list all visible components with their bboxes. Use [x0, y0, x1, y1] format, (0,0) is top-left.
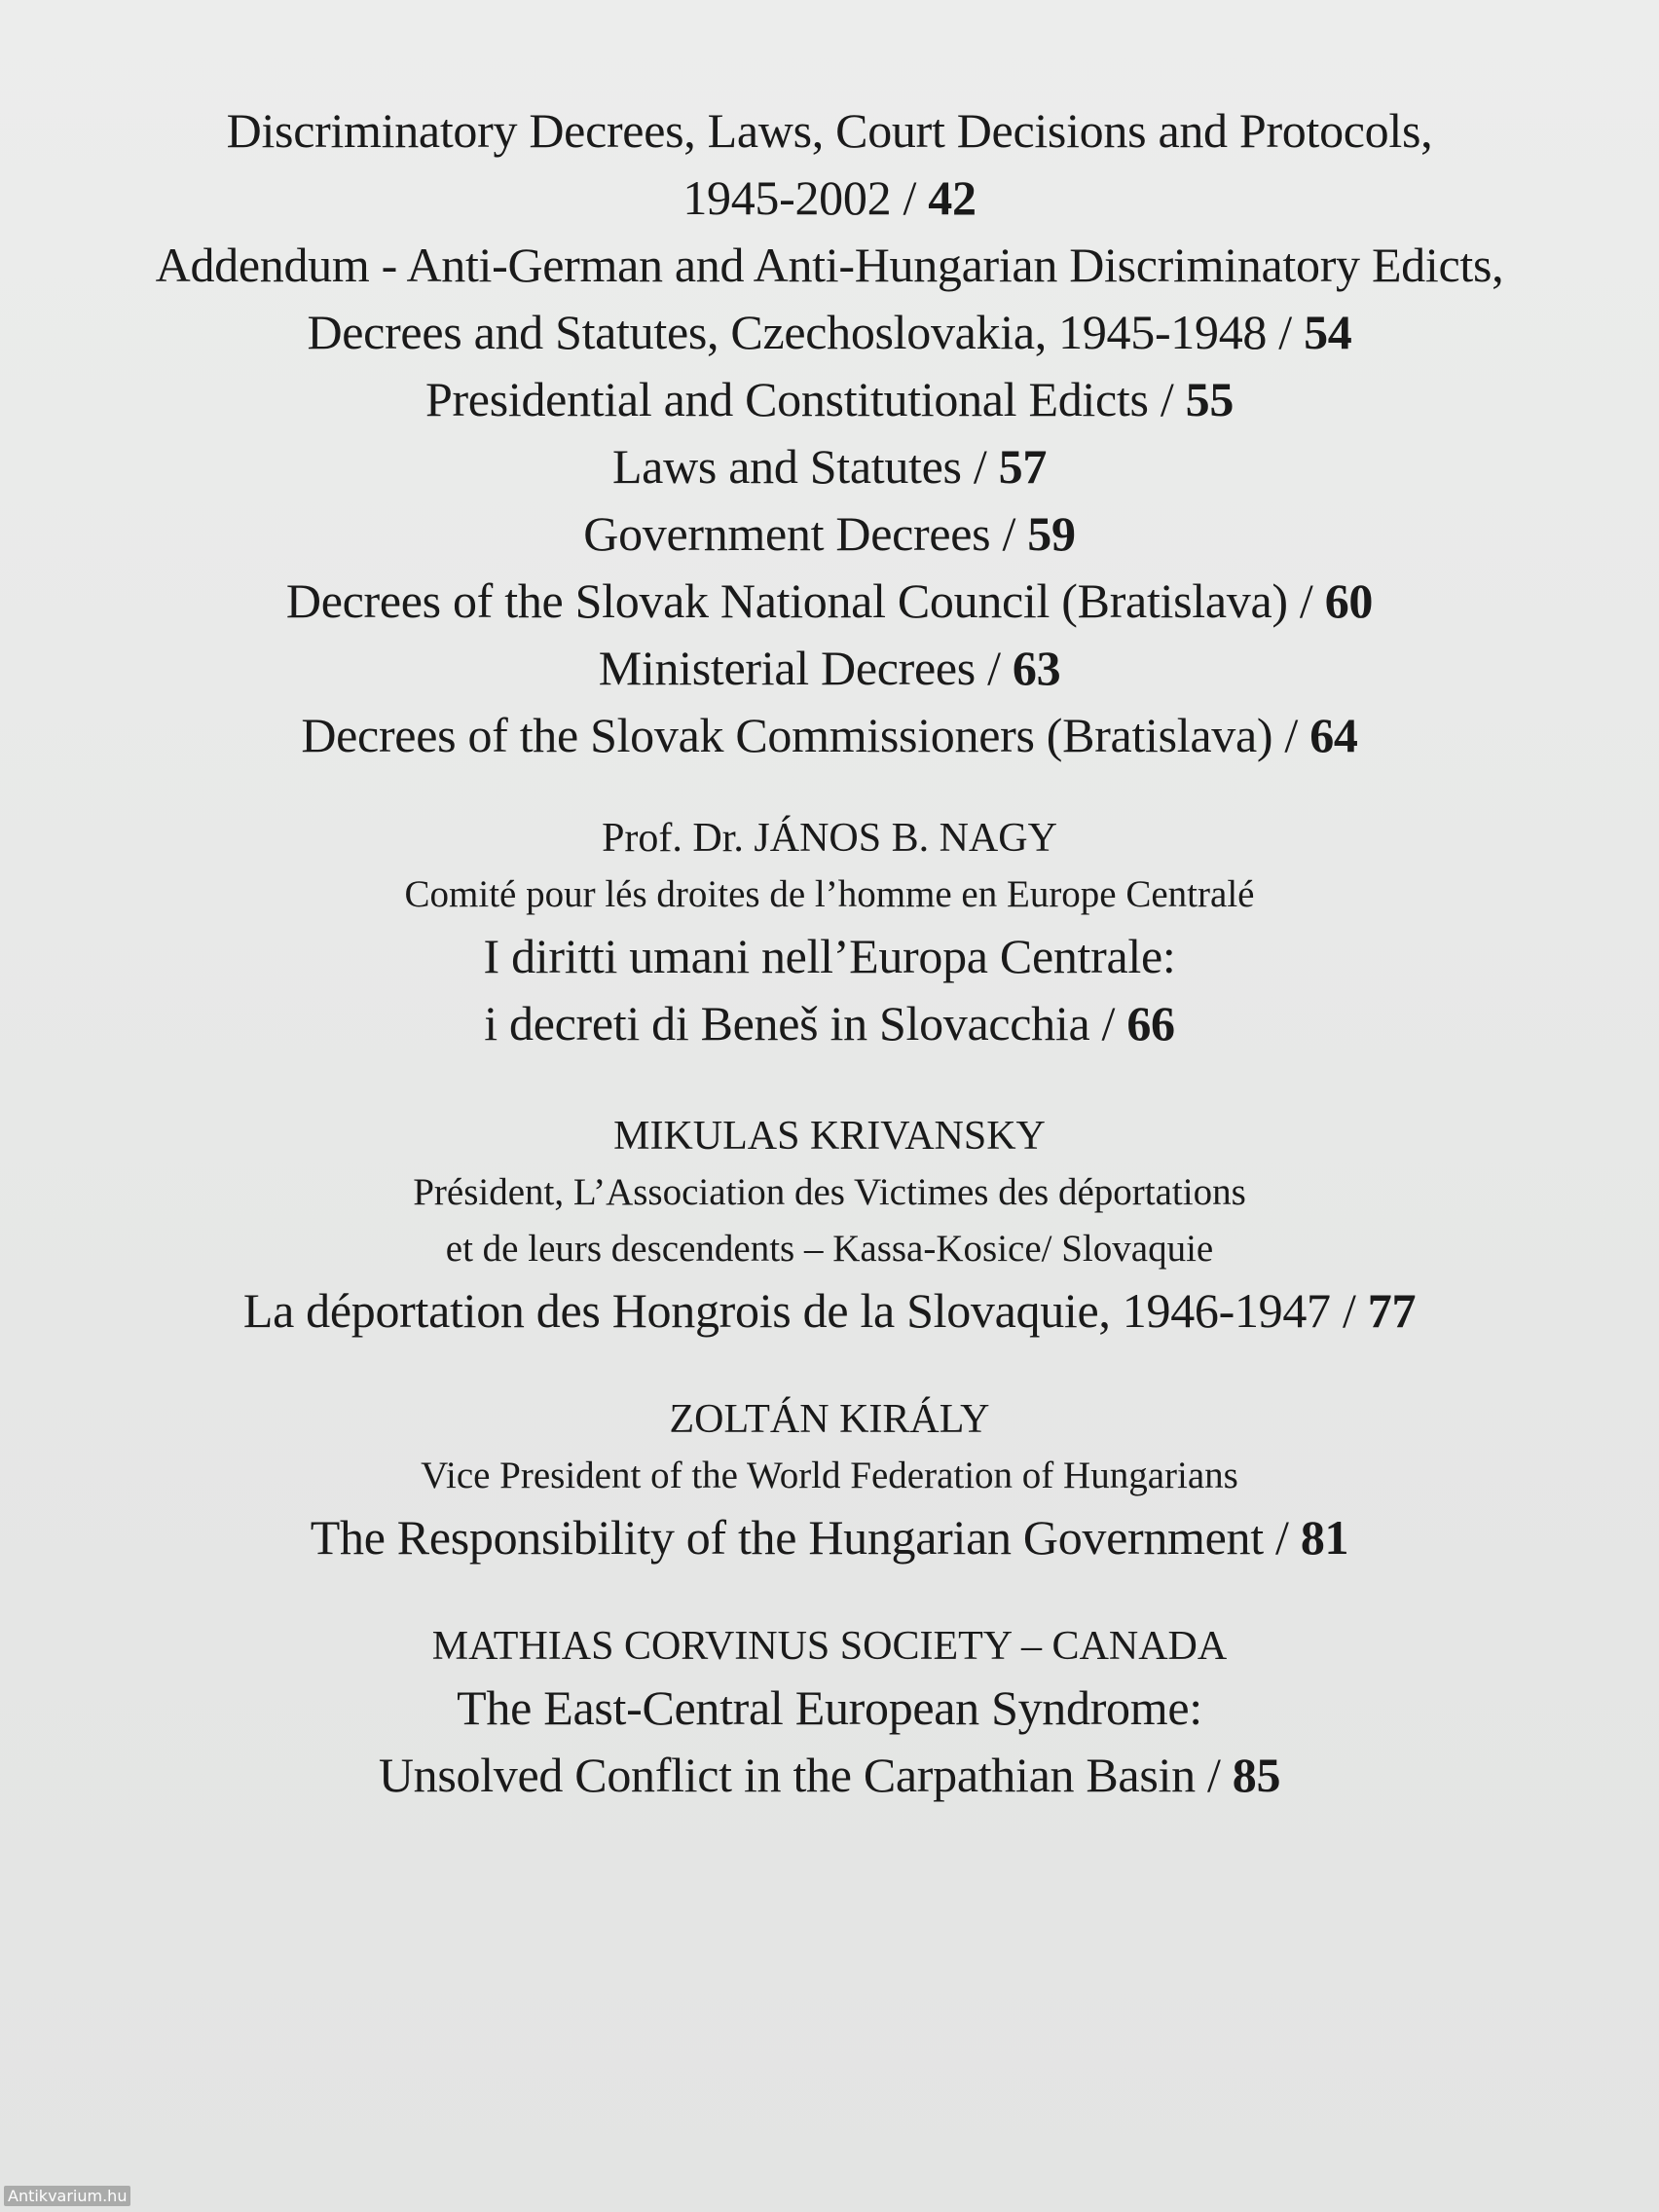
page-number: 77 [1367, 1283, 1417, 1338]
toc-entry-text: i decreti di Beneš in Slovacchia / [484, 996, 1127, 1051]
toc-entry-text: Decrees and Statutes, Czechoslovakia, 1945-1948 / [307, 305, 1305, 359]
toc-entry-text: Ministerial Decrees / [598, 641, 1013, 695]
page-number: 59 [1027, 506, 1076, 561]
toc-entry-text: Unsolved Conflict in the Carpathian Basin / [378, 1748, 1233, 1802]
toc-entry-title-line [0, 299, 1659, 366]
author-name: MATHIAS CORVINUS SOCIETY – CANADA [431, 1624, 1228, 1669]
page-number: 60 [1324, 573, 1374, 628]
author-name: Prof. Dr. JÁNOS B. NAGY [602, 816, 1057, 861]
author-affiliation: et de leurs descendents – Kassa-Kosice/ Slovaquie [445, 1228, 1214, 1270]
toc-sub-entry [0, 433, 1659, 500]
toc-entry-text: Presidential and Constitutional Edicts / [424, 372, 1186, 426]
toc-entry-text: 1945-2002 / [682, 170, 929, 225]
author-affiliation: Vice President of the World Federation of Hungarians [421, 1455, 1238, 1496]
page-number: 64 [1309, 708, 1358, 762]
author-name: ZOLTÁN KIRÁLY [669, 1397, 990, 1442]
toc-section-corvinus [0, 1618, 1659, 1809]
article-title: I diritti umani nell’Europa Centrale: [483, 929, 1176, 983]
author-name: MIKULAS KRIVANSKY [613, 1114, 1046, 1159]
toc-entry-text: Decrees of the Slovak National Council (Bratislava) / [285, 573, 1325, 628]
toc-entry-text: Laws and Statutes / [611, 439, 999, 494]
page-number: 54 [1304, 305, 1352, 359]
article-title [0, 1504, 1659, 1571]
page-number: 81 [1300, 1510, 1349, 1565]
toc-entry-text: Decrees of the Slovak Commissioners (Bratislava) / [301, 708, 1310, 762]
author-affiliation: Comité pour lés droites de l’homme en Europe Centralé [404, 873, 1255, 915]
toc-entry-discriminatory-decrees [0, 97, 1659, 232]
toc-section-krivansky [0, 1108, 1659, 1345]
toc-entry-title-line [0, 165, 1659, 232]
watermark: Antikvarium.hu [4, 2186, 130, 2206]
article-title [0, 1277, 1659, 1345]
toc-sub-entry [0, 635, 1659, 702]
page-number: 55 [1185, 372, 1235, 426]
page-number: 63 [1012, 641, 1061, 695]
toc-entry-text: Government Decrees / [583, 506, 1028, 561]
toc-sub-entry [0, 568, 1659, 635]
page-number: 66 [1126, 996, 1175, 1051]
toc-sub-entries [0, 366, 1659, 769]
toc-entry-title-line: Discriminatory Decrees, Laws, Court Decisions and Protocols, [226, 103, 1433, 158]
article-title [0, 990, 1659, 1057]
toc-sub-entry [0, 500, 1659, 568]
article-title [0, 1742, 1659, 1809]
toc-entry-text: La déportation des Hongrois de la Slovaquie, 1946-1947 / [242, 1283, 1368, 1338]
page-number: 42 [928, 170, 977, 225]
toc-section-kiraly [0, 1391, 1659, 1571]
toc-entry-addendum [0, 232, 1659, 366]
toc-sub-entry [0, 366, 1659, 433]
page-number: 85 [1232, 1748, 1281, 1802]
toc-entry-title-line: Addendum - Anti-German and Anti-Hungarian Discriminatory Edicts, [155, 238, 1504, 292]
article-title: The East-Central European Syndrome: [457, 1680, 1202, 1735]
page-number: 57 [998, 439, 1048, 494]
author-affiliation: Président, L’Association des Victimes des déportations [413, 1171, 1246, 1213]
toc-section-nagy [0, 810, 1659, 1057]
table-of-contents [0, 97, 1659, 1809]
toc-entry-text: The Responsibility of the Hungarian Government / [310, 1510, 1301, 1565]
toc-sub-entry [0, 702, 1659, 769]
